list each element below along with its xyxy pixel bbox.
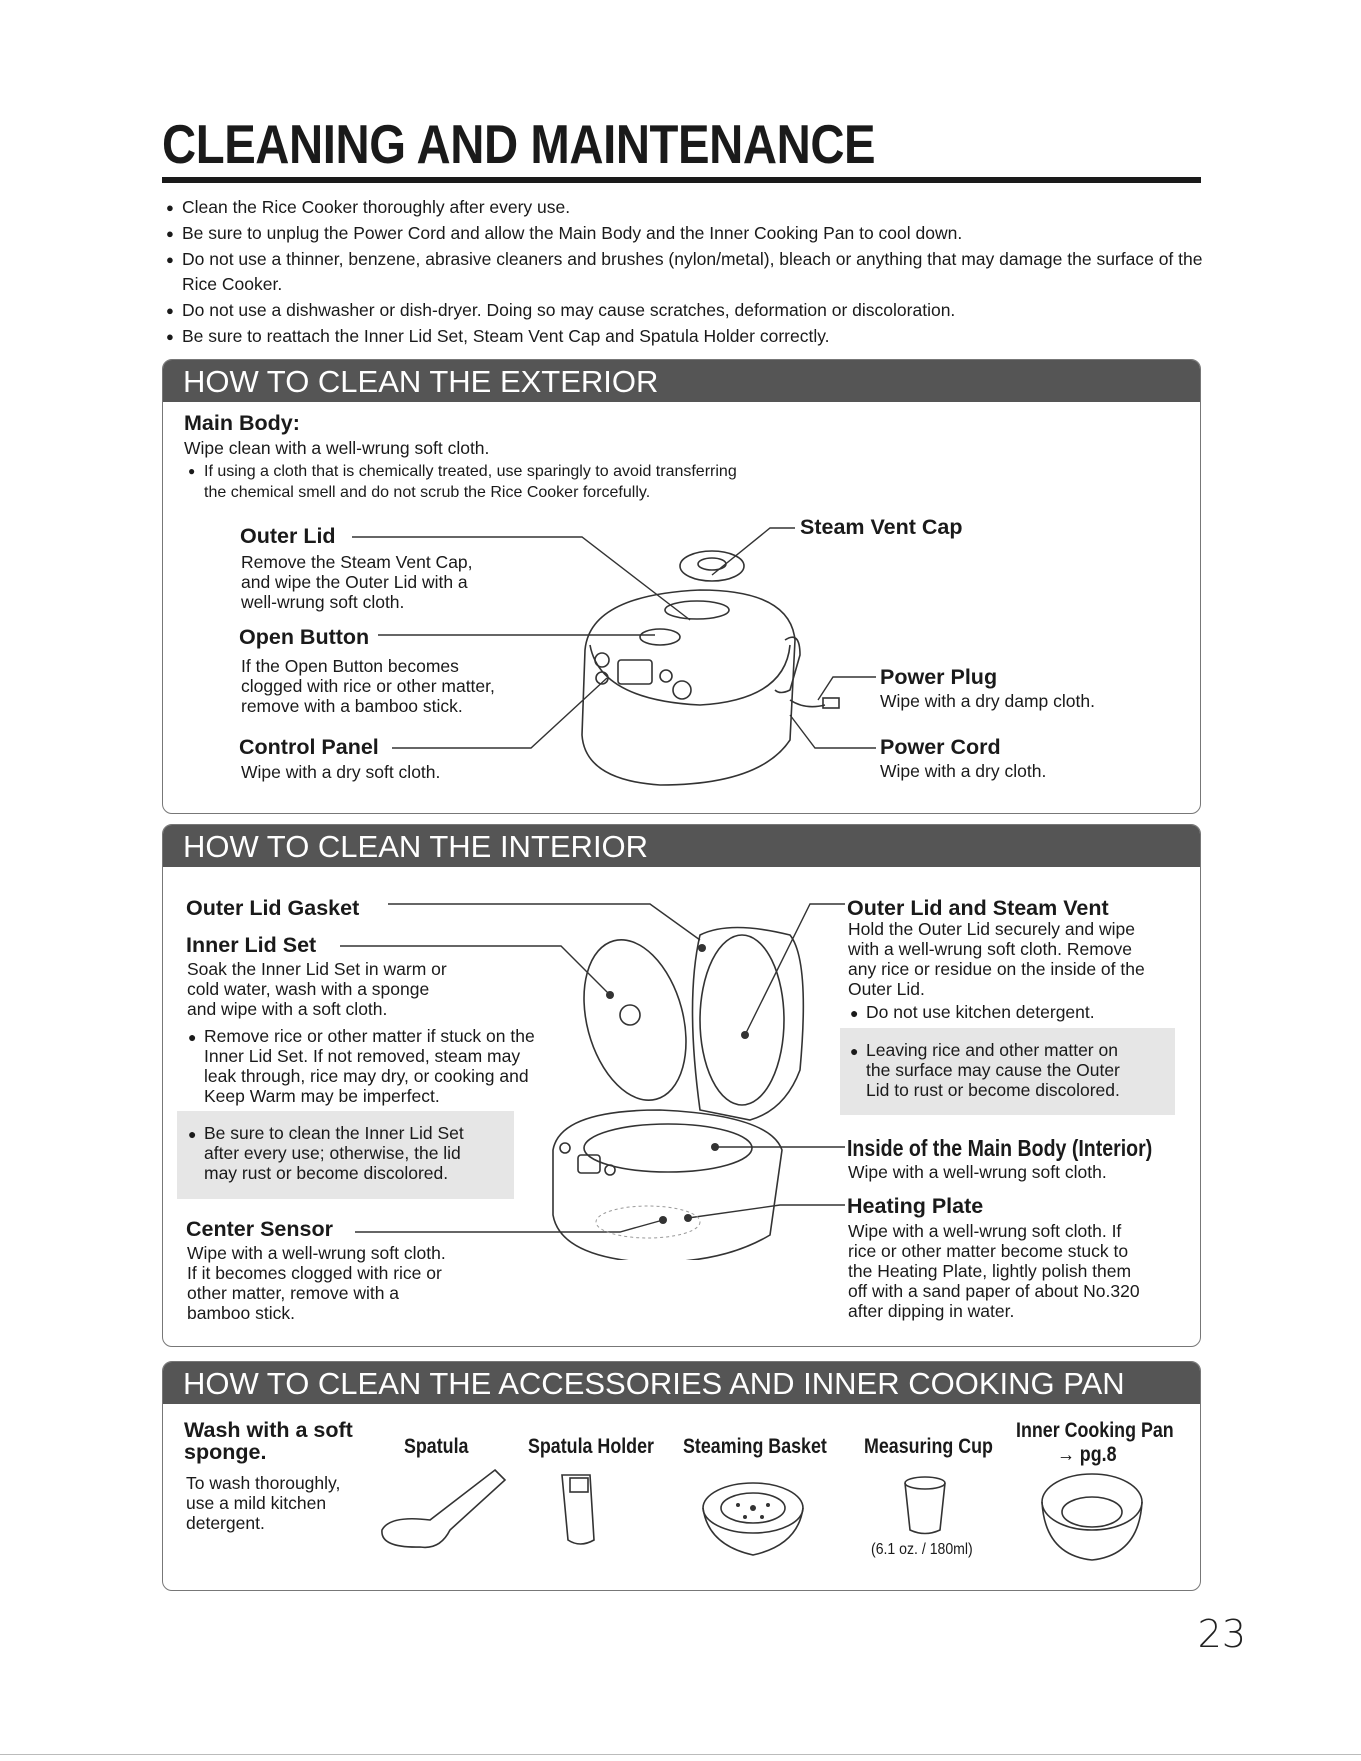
power-plug-title: Power Plug	[880, 665, 998, 689]
power-plug-text: Wipe with a dry damp cloth.	[880, 691, 1095, 711]
interior-button-shape	[605, 1165, 615, 1175]
open-button-title: Open Button	[239, 625, 370, 649]
heating-plate-line: off with a sand paper of about No.320	[848, 1281, 1140, 1301]
bullet-icon: ●	[850, 1005, 859, 1021]
heating-plate-leader	[688, 1205, 845, 1218]
inner-lid-point	[606, 991, 614, 999]
control-panel-title: Control Panel	[239, 735, 379, 759]
inner-lid-center	[620, 1005, 640, 1025]
inner-lid-line: and wipe with a soft cloth.	[187, 999, 388, 1019]
intro-item: ● Be sure to reattach the Inner Lid Set, Steam Vent Cap and Spatula Holder correctly.	[166, 324, 1216, 349]
center-sensor-point	[659, 1216, 667, 1224]
power-cord-shape	[790, 700, 825, 707]
inner-lid-caution-line: Be sure to clean the Inner Lid Set	[204, 1123, 464, 1143]
heating-plate-line: the Heating Plate, lightly polish them	[848, 1261, 1132, 1281]
inner-lid-line: cold water, wash with a sponge	[187, 979, 430, 999]
measuring-cup-body	[905, 1483, 945, 1534]
outer-lid-leader	[352, 537, 690, 620]
steam-vent-cap-inner	[698, 558, 726, 570]
wash-line: detergent.	[186, 1513, 265, 1533]
outer-lid-vent-line: with a well-wrung soft cloth. Remove	[848, 939, 1132, 959]
outer-lid-steam-vent-title: Outer Lid and Steam Vent	[847, 896, 1109, 920]
cooker-lid-edge	[590, 645, 790, 705]
outer-lid-vent-line: Outer Lid.	[848, 979, 925, 999]
control-panel-leader	[392, 678, 607, 748]
open-button-line: If the Open Button becomes	[241, 656, 459, 676]
rice-cooker-interior-illustration	[340, 880, 850, 1260]
wash-line: To wash thoroughly,	[186, 1473, 341, 1493]
intro-item: ● Do not use a dishwasher or dish-dryer. Doing so may cause scratches, deformation or discoloration.	[166, 298, 1216, 323]
interior-point	[711, 1143, 719, 1151]
control-panel-text: Wipe with a dry soft cloth.	[241, 762, 441, 782]
lid-vent-shape	[665, 601, 729, 619]
power-cord-title: Power Cord	[880, 735, 1001, 759]
exterior-header: HOW TO CLEAN THE EXTERIOR	[163, 360, 1200, 402]
inner-lid-set-title: Inner Lid Set	[186, 933, 317, 957]
center-sensor-leader	[355, 1220, 663, 1232]
outer-lid-steam-vent-leader	[745, 904, 845, 1035]
cooker-body-open	[553, 1110, 782, 1260]
center-sensor-title: Center Sensor	[186, 1217, 333, 1241]
steam-vent-cap-shape	[680, 551, 744, 581]
heating-plate-line: Wipe with a well-wrung soft cloth. If	[848, 1221, 1122, 1241]
inner-lid-note-line: Remove rice or other matter if stuck on the	[204, 1026, 535, 1046]
outer-lid-gasket-title: Outer Lid Gasket	[186, 896, 360, 920]
heating-plate-line: rice or other matter become stuck to	[848, 1241, 1129, 1261]
panel-button-shape	[595, 653, 609, 667]
panel-button-shape	[660, 670, 672, 682]
main-body-note	[188, 461, 737, 503]
outer-lid-vent-note	[850, 1002, 1095, 1022]
main-body-heading: Main Body:	[184, 411, 300, 435]
spatula-holder-slot	[570, 1478, 588, 1492]
wash-line: use a mild kitchen	[186, 1493, 327, 1513]
heating-plate-point	[684, 1214, 692, 1222]
outer-lid-line: Remove the Steam Vent Cap,	[241, 552, 473, 572]
spatula-holder-label: Spatula Holder	[528, 1435, 654, 1458]
heating-plate-title: Heating Plate	[847, 1194, 984, 1218]
heating-plate-text	[848, 1221, 1140, 1321]
inner-lid-note-line: Inner Lid Set. If not removed, steam may	[204, 1046, 521, 1066]
steam-vent-cap-title: Steam Vent Cap	[800, 515, 963, 539]
interior-display-shape	[578, 1155, 600, 1173]
bullet-icon: ●	[850, 1043, 859, 1059]
open-button-line: clogged with rice or other matter,	[241, 676, 495, 696]
inner-lid-disc	[567, 928, 702, 1111]
spatula-icon	[382, 1470, 505, 1547]
outer-lid-gasket-leader	[388, 904, 700, 940]
gasket-point	[698, 944, 706, 952]
outer-lid-caution-line: the surface may cause the Outer	[866, 1060, 1120, 1080]
center-sensor-line: Wipe with a well-wrung soft cloth.	[187, 1243, 446, 1263]
main-body-note-line: the chemical smell and do not scrub the Rice Cooker forcefully.	[204, 484, 651, 501]
inner-lid-line: Soak the Inner Lid Set in warm or	[187, 959, 447, 979]
measuring-cup-icon	[905, 1477, 945, 1489]
steaming-basket-label: Steaming Basket	[683, 1435, 827, 1458]
open-button-shape	[640, 629, 680, 645]
bottom-divider	[0, 1754, 1361, 1755]
main-body-note-line: If using a cloth that is chemically treated, use sparingly to avoid transferring	[204, 463, 737, 480]
inside-main-body-text: Wipe with a well-wrung soft cloth.	[848, 1162, 1107, 1182]
panel-button-shape	[673, 681, 691, 699]
inner-lid-caution-line: may rust or become discolored.	[204, 1163, 449, 1183]
inner-lid-note-line: Keep Warm may be imperfect.	[204, 1086, 440, 1106]
outer-lid-caution-box	[840, 1028, 1175, 1115]
outer-lid-vent-note-line: Do not use kitchen detergent.	[866, 1002, 1095, 1022]
bullet-icon: ●	[188, 464, 196, 478]
basket-hole	[760, 1515, 764, 1519]
power-cord-leader	[790, 715, 876, 748]
inner-lid-caution-line: after every use; otherwise, the lid	[204, 1143, 461, 1163]
outer-lid-open	[693, 928, 804, 1121]
basket-hole	[750, 1505, 756, 1511]
basket-hole	[736, 1503, 740, 1507]
page-title: CLEANING AND MAINTENANCE	[162, 113, 876, 175]
wash-heading-line: sponge.	[184, 1440, 267, 1464]
power-plug-shape	[823, 698, 839, 708]
inner-lid-leader	[340, 946, 610, 995]
basket-hole	[766, 1503, 770, 1507]
accessories-header: HOW TO CLEAN THE ACCESSORIES AND INNER COOKING PAN	[163, 1362, 1200, 1404]
intro-list	[166, 195, 1216, 350]
center-sensor-line: bamboo stick.	[187, 1303, 295, 1323]
inner-pan-icon	[1042, 1474, 1142, 1530]
heating-plate-line: after dipping in water.	[848, 1301, 1015, 1321]
inside-main-body-title: Inside of the Main Body (Interior)	[847, 1135, 1153, 1161]
rice-cooker-exterior-illustration	[330, 520, 890, 790]
main-body-text: Wipe clean with a well-wrung soft cloth.	[184, 438, 490, 458]
display-shape	[618, 660, 652, 684]
open-button-line: remove with a bamboo stick.	[241, 696, 463, 716]
steaming-basket-side	[703, 1508, 803, 1555]
spatula-label: Spatula	[404, 1435, 469, 1458]
inner-lid-note-line: leak through, rice may dry, or cooking and	[204, 1066, 529, 1086]
interior-header: HOW TO CLEAN THE INTERIOR	[163, 825, 1200, 867]
bullet-icon: ●	[188, 1126, 197, 1142]
inner-pan-side	[1042, 1502, 1142, 1560]
center-sensor-line: other matter, remove with a	[187, 1283, 400, 1303]
intro-item: ● Clean the Rice Cooker thoroughly after every use.	[166, 195, 1216, 220]
outer-lid-inner-surface	[700, 935, 784, 1105]
power-plug-leader	[818, 677, 876, 700]
heating-plate-outline	[596, 1206, 700, 1238]
power-cord-text: Wipe with a dry cloth.	[880, 761, 1047, 781]
wash-text	[186, 1473, 340, 1533]
outer-lid-line: well-wrung soft cloth.	[241, 592, 405, 612]
inner-pan-label: Inner Cooking Pan	[1016, 1419, 1174, 1442]
outer-lid-vent-line: any rice or residue on the inside of the	[848, 959, 1145, 979]
handle-shape	[775, 637, 800, 692]
outer-lid-steam-vent-text	[848, 919, 1145, 999]
basket-hole	[743, 1515, 747, 1519]
steam-vent-point	[741, 1031, 749, 1039]
interior-button-shape	[560, 1143, 570, 1153]
center-sensor-line: If it becomes clogged with rice or	[187, 1263, 442, 1283]
wash-heading-line: Wash with a soft	[184, 1418, 353, 1442]
spatula-holder-icon	[562, 1475, 594, 1544]
outer-lid-title: Outer Lid	[240, 524, 336, 548]
wash-heading	[184, 1419, 353, 1463]
outer-lid-caution-line: Leaving rice and other matter on	[866, 1040, 1118, 1060]
intro-item: ● Do not use a thinner, benzene, abrasive cleaners and brushes (nylon/metal), bleach or anything that may damage the surface of the Rice Cooker.	[166, 247, 1216, 297]
outer-lid-vent-line: Hold the Outer Lid securely and wipe	[848, 919, 1135, 939]
outer-lid-caution-line: Lid to rust or become discolored.	[866, 1080, 1120, 1100]
page-number: 23	[1197, 1612, 1246, 1656]
title-divider	[162, 177, 1201, 183]
intro-item: ● Be sure to unplug the Power Cord and allow the Main Body and the Inner Cooking Pan to cool down.	[166, 221, 1216, 246]
inner-pan-reference: → pg.8	[1057, 1443, 1117, 1466]
inner-pan-bottom	[1062, 1497, 1122, 1527]
measuring-cup-label: Measuring Cup	[864, 1435, 993, 1458]
measuring-cup-note: (6.1 oz. / 180ml)	[871, 1541, 973, 1558]
accessories-illustrations	[375, 1465, 1155, 1580]
outer-lid-line: and wipe the Outer Lid with a	[241, 572, 468, 592]
bullet-icon: ●	[188, 1029, 197, 1045]
